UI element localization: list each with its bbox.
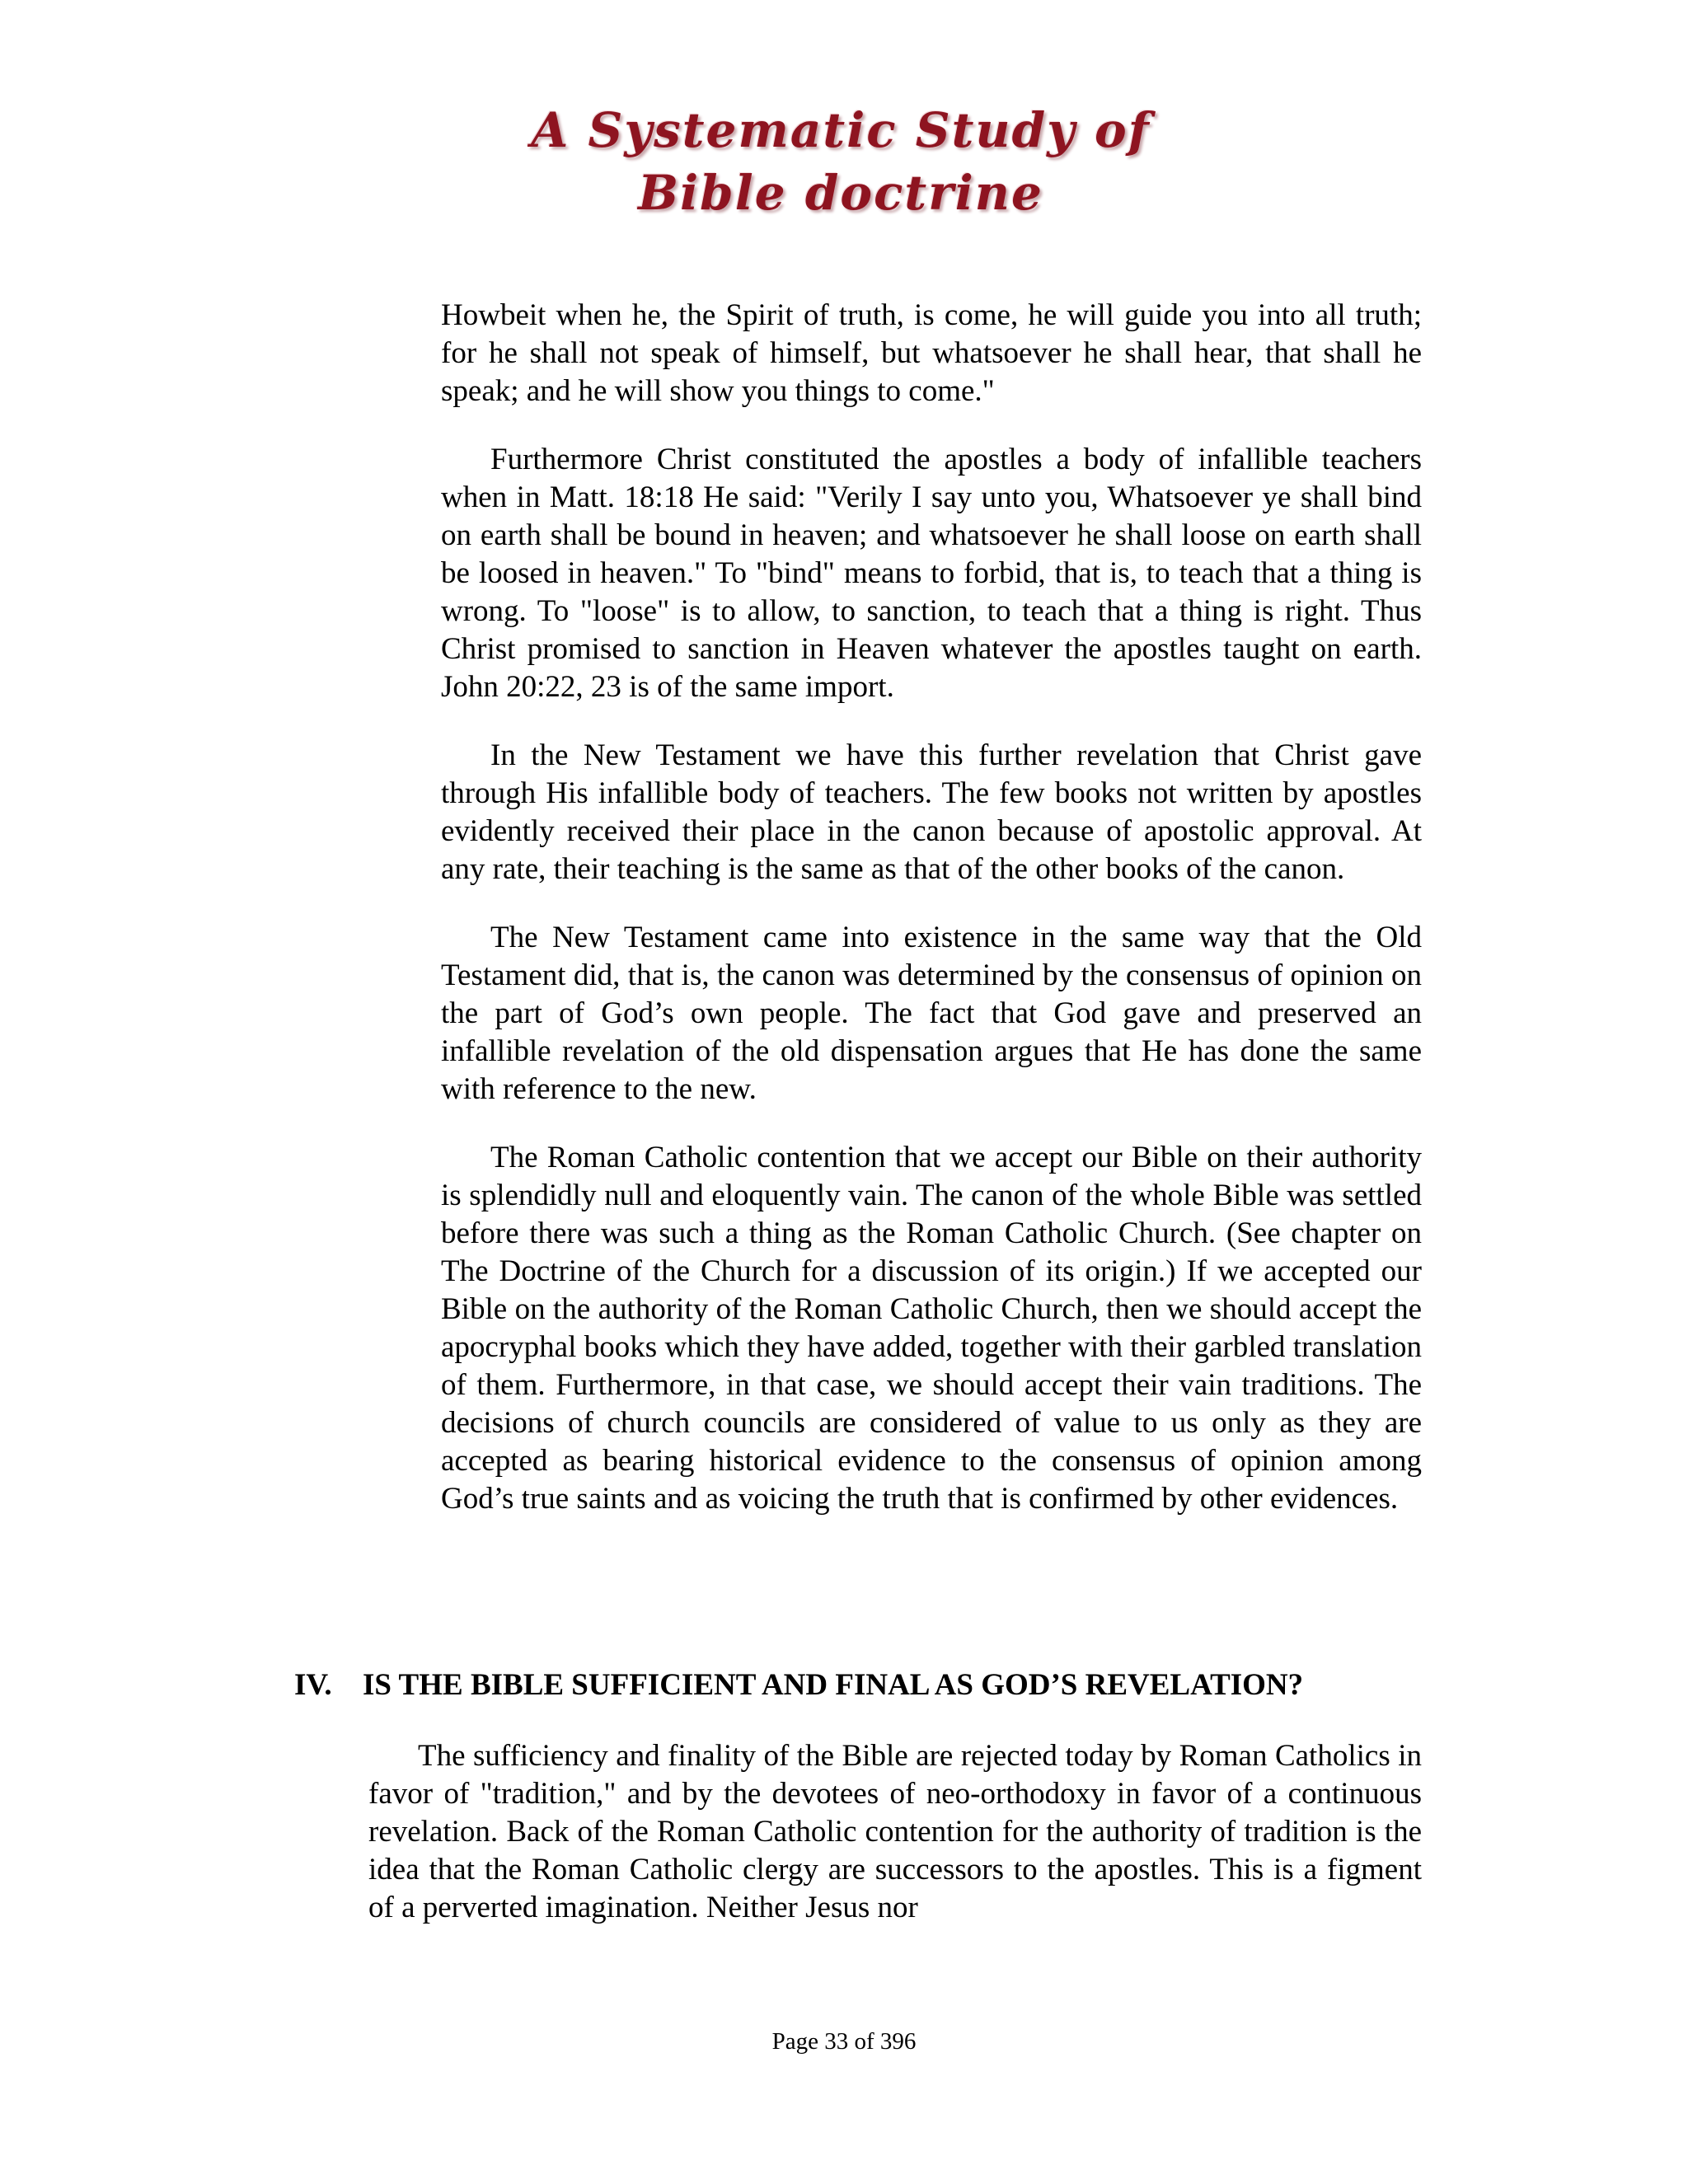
- section-heading: [294, 1666, 1448, 1704]
- paragraph-1: Howbeit when he, the Spirit of truth, is come, he will guide you into all truth; for he shall not speak of himself, but whatsoever he shall hear, that shall he speak; and he will show you things to come.": [441, 298, 1422, 408]
- paragraph-5: The Roman Catholic contention that we accept our Bible on their authority is splendidly null and eloquently vain. The canon of the whole Bible was settled before there was such a thing as the Roman Catholic Church. (See chapter on The Doctrine of the Church for a discussion of its origin.) If we accepted our Bible on the authority of the Roman Catholic Church, then we should accept the apocryphal books which they have added, together with their garbled translation of them. Furthermore, in that case, we should accept their vain traditions. The decisions of church councils are considered of value to us only as they are accepted as bearing historical evidence to the consensus of opinion among God’s true saints and as voicing the truth that is confirmed by other evidences.: [441, 1141, 1422, 1516]
- paragraph-2: Furthermore Christ constituted the apostles a body of infallible teachers when in Matt. 18:18 He said: "Verily I say unto you, Whatsoever ye shall bind on earth shall be bound in heaven; and whatsoever he shall loose on earth shall be loosed in heaven." To "bind" means to forbid, that is, to teach that a thing is wrong. To "loose" is to allow, to sanction, to teach that a thing is right. Thus Christ promised to sanction in Heaven whatever the apostles taught on earth. John 20:22, 23 is of the same import.: [441, 443, 1422, 704]
- body-text-block: [441, 297, 1422, 1549]
- logo-line-1: A Systematic Study of: [531, 102, 1151, 158]
- section-number: IV.: [294, 1668, 332, 1702]
- book-title-logo: [462, 99, 1220, 224]
- section-text-block: [368, 1737, 1422, 1927]
- page-number: Page 33 of 396: [771, 2028, 917, 2055]
- logo-line-2: Bible doctrine: [638, 165, 1043, 221]
- paragraph-3: In the New Testament we have this further revelation that Christ gave through His infallible body of teachers. The few books not written by apostles evidently received their place in the canon because of apostolic approval. At any rate, their teaching is the same as that of the other books of the canon.: [441, 738, 1422, 886]
- section-paragraph: The sufficiency and finality of the Bible are rejected today by Roman Catholics in favor of "tradition," and by the devotees of neo-orthodoxy in favor of a continuous revelation. Back of the Roman Catholic contention for the authority of tradition is the idea that the Roman Catholic clergy are successors to the apostles. This is a figment of a perverted imagination. Neither Jesus nor: [368, 1739, 1422, 1924]
- section-title: IS THE BIBLE SUFFICIENT AND FINAL AS GOD’S REVELATION?: [363, 1668, 1304, 1702]
- paragraph-4: The New Testament came into existence in the same way that the Old Testament did, that is, the canon was determined by the consensus of opinion on the part of God’s own people. The fact that God gave and preserved an infallible revelation of the old dispensation argues that He has done the same with reference to the new.: [441, 921, 1422, 1106]
